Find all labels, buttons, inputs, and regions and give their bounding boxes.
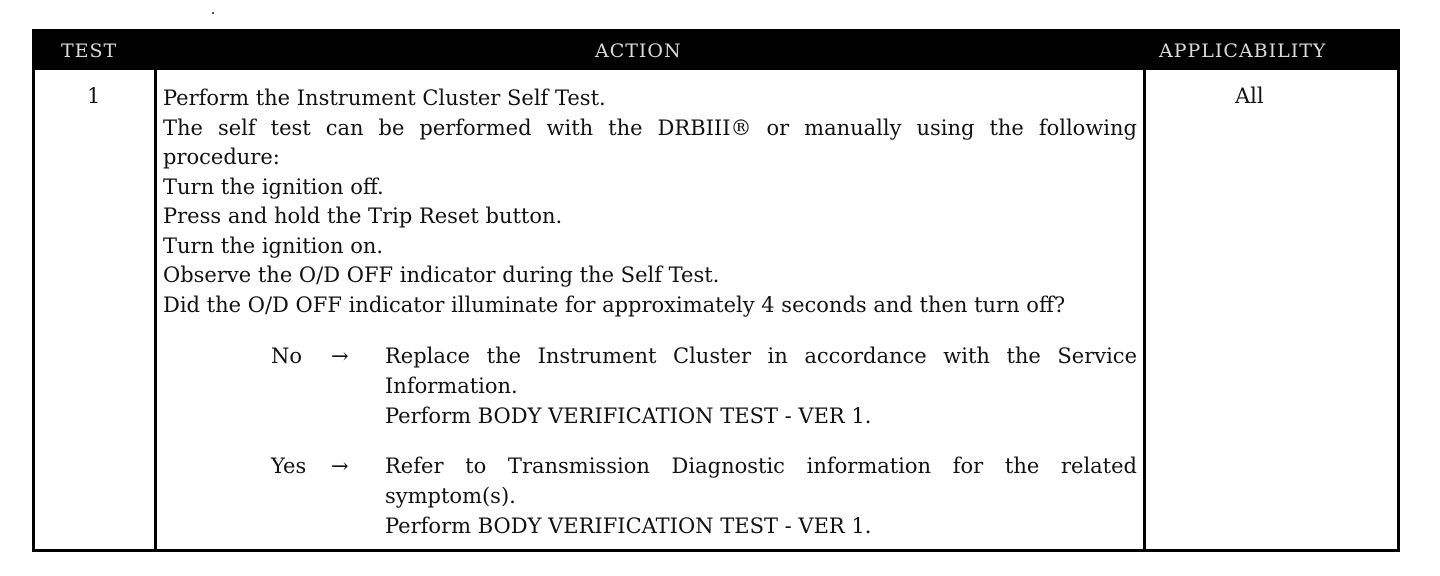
arrow-icon: → (331, 344, 349, 368)
result-label-no: No (271, 344, 303, 368)
result-line: Perform BODY VERIFICATION TEST - VER 1. (385, 514, 872, 538)
action-line: Press and hold the Trip Reset button. (163, 204, 563, 228)
result-label-yes: Yes (271, 454, 307, 478)
result-text-no (385, 341, 1137, 431)
result-line: Refer to Transmission Diagnostic information for the related symptom(s). (385, 454, 1137, 508)
header-test: TEST (61, 40, 118, 62)
column-divider (1143, 70, 1146, 549)
action-line: The self test can be performed with the DRBIII® or manually using the following procedure: (163, 115, 1137, 169)
result-line: Perform BODY VERIFICATION TEST - VER 1. (385, 404, 872, 428)
action-line: Observe the O/D OFF indicator during the Self Test. (163, 263, 720, 287)
action-steps (163, 84, 1137, 320)
applicability-value: All (1235, 84, 1264, 108)
header-action: ACTION (595, 40, 682, 62)
test-number: 1 (87, 84, 101, 108)
arrow-icon: → (331, 454, 349, 478)
diagnostic-table (32, 29, 1400, 552)
action-line: Perform the Instrument Cluster Self Test. (163, 86, 606, 110)
column-divider (154, 70, 157, 549)
action-line: Did the O/D OFF indicator illuminate for approximately 4 seconds and then turn off? (163, 292, 1066, 317)
stray-mark (212, 12, 214, 14)
result-line: Replace the Instrument Cluster in accordance with the Service Information. (385, 344, 1137, 398)
table-header (35, 32, 1397, 70)
header-applicability: APPLICABILITY (1159, 40, 1327, 62)
result-text-yes (385, 451, 1137, 541)
action-line: Turn the ignition on. (163, 233, 384, 258)
action-line: Turn the ignition off. (163, 174, 384, 199)
